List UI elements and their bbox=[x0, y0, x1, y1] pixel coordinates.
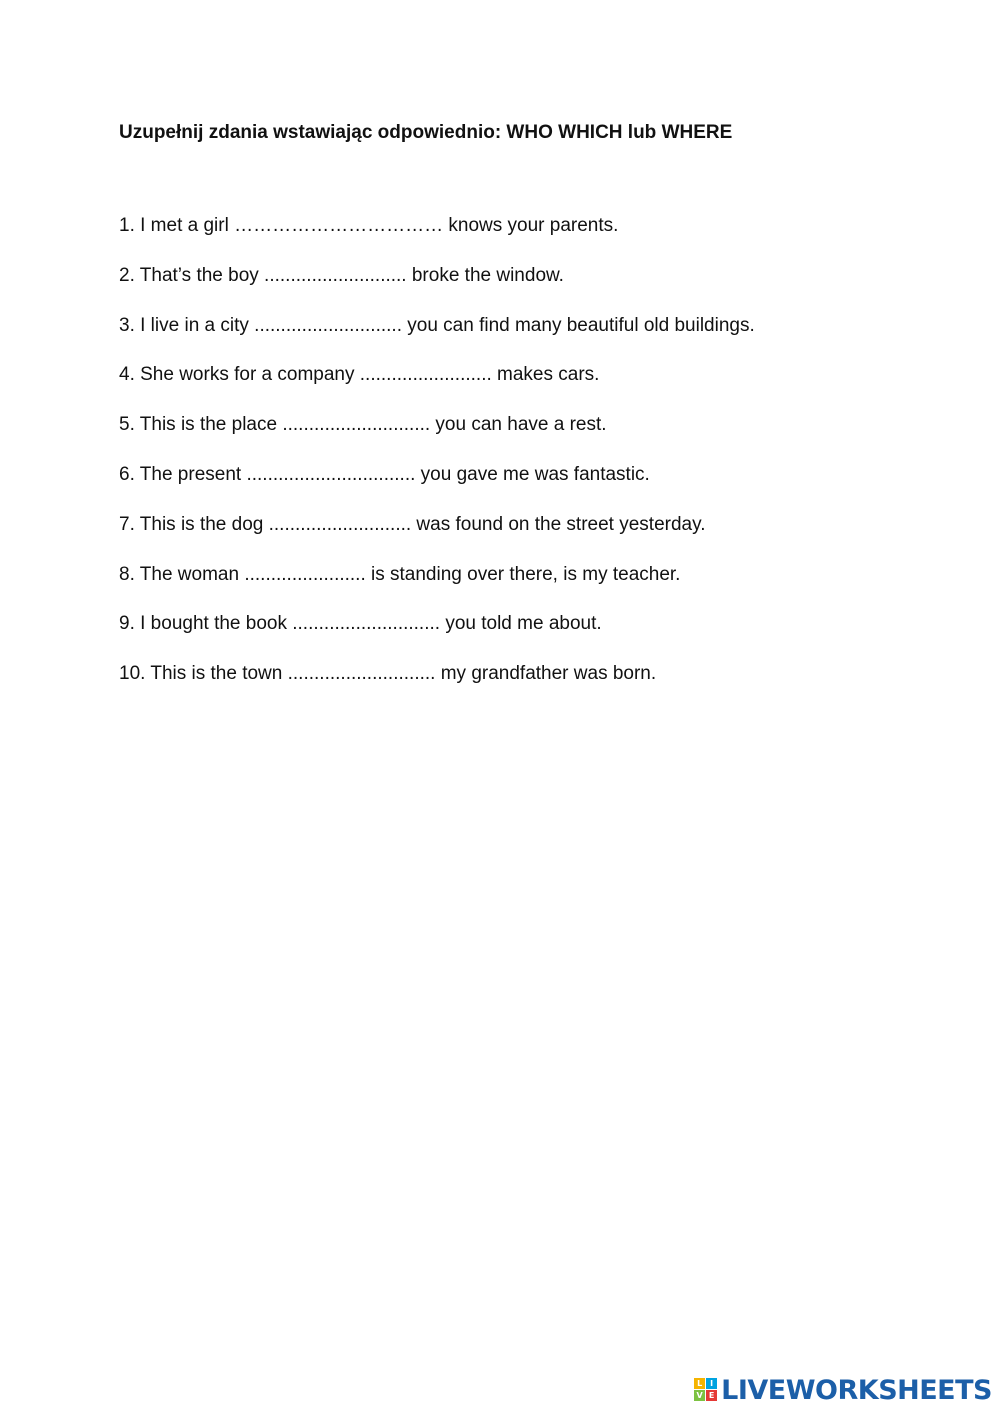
liveworksheets-logo bbox=[694, 1375, 992, 1405]
instruction-heading: Uzupełnij zdania wstawiając odpowiednio: WHO WHICH lub WHERE bbox=[119, 122, 733, 143]
logo-mark-letter: V bbox=[694, 1390, 705, 1401]
exercise-item-6: 6. The present ................................ you gave me was fantastic. bbox=[119, 463, 650, 485]
exercise-item-8: 8. The woman ....................... is standing over there, is my teacher. bbox=[119, 563, 681, 585]
exercise-item-7: 7. This is the dog ........................... was found on the street yesterday. bbox=[119, 513, 706, 535]
exercise-item-5: 5. This is the place ............................ you can have a rest. bbox=[119, 414, 607, 436]
exercise-list bbox=[119, 212, 755, 710]
logo-text: LIVEWORKSHEETS bbox=[721, 1374, 992, 1406]
exercise-item-9: 9. I bought the book ............................ you told me about. bbox=[119, 613, 602, 635]
exercise-item-2: 2. That’s the boy ........................... broke the window. bbox=[119, 264, 564, 286]
logo-mark-letter: E bbox=[706, 1390, 717, 1401]
exercise-item-4: 4. She works for a company ......................... makes cars. bbox=[119, 364, 600, 386]
exercise-item-10: 10. This is the town ............................ my grandfather was born. bbox=[119, 663, 657, 685]
logo-mark-letter: I bbox=[706, 1378, 717, 1389]
exercise-item-3: 3. I live in a city ............................ you can find many beautiful old buildings. bbox=[119, 314, 755, 336]
liveworksheets-logo-icon bbox=[694, 1378, 718, 1402]
logo-mark-letter: L bbox=[694, 1378, 705, 1389]
exercise-item-1: 1. I met a girl …………………………… knows your parents. bbox=[119, 215, 619, 236]
